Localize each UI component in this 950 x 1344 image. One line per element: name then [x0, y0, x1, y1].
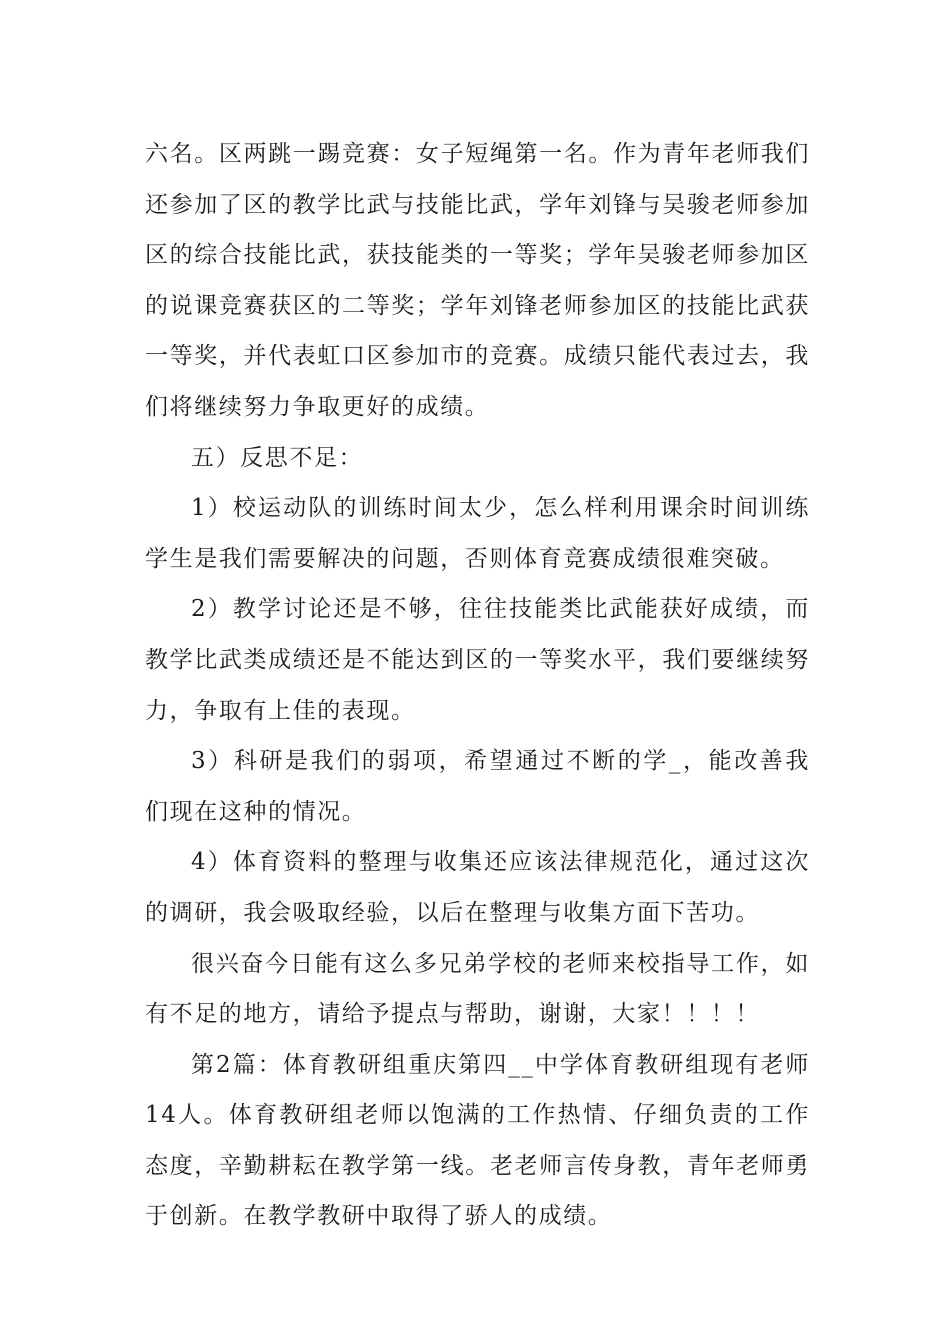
- paragraph-item-2: 2）教学讨论还是不够，往往技能类比武能获好成绩，而教学比武类成绩还是不能达到区的一等奖水平，我们要继续努力，争取有上佳的表现。: [145, 596, 810, 724]
- paragraph-item-3: 3）科研是我们的弱项，希望通过不断的学_，能改善我们现在这种的情况。: [145, 748, 810, 825]
- paragraph-closing: 很兴奋今日能有这么多兄弟学校的老师来校指导工作，如有不足的地方，请给予提点与帮助，谢谢，大家！！！！: [145, 950, 810, 1028]
- document-body: [145, 129, 810, 1242]
- paragraph-awards-continuation: 六名。区两跳一踢竞赛：女子短绳第一名。作为青年老师我们还参加了区的教学比武与技能比武，学年刘锋与吴骏老师参加区的综合技能比武，获技能类的一等奖；学年吴骏老师参加区的说课竞赛获区的二等奖；学年刘锋老师参加区的技能比武获一等奖，并代表虹口区参加市的竞赛。成绩只能代表过去，我们将继续努力争取更好的成绩。: [145, 141, 810, 420]
- paragraph-item-1: 1）校运动队的训练时间太少，怎么样利用课余时间训练学生是我们需要解决的问题，否则体育竞赛成绩很难突破。: [145, 495, 810, 572]
- section-heading-reflection: 五）反思不足：: [191, 444, 364, 471]
- paragraph-article-2: 第2篇：体育教研组重庆第四__中学体育教研组现有老师14人。体育教研组老师以饱满的工作热情、仔细负责的工作态度，辛勤耕耘在教学第一线。老老师言传身教，青年老师勇于创新。在教学教研中取得了骄人的成绩。: [145, 1051, 810, 1230]
- paragraph-item-4: 4）体育资料的整理与收集还应该法律规范化，通过这次的调研，我会吸取经验，以后在整理与收集方面下苦功。: [145, 849, 810, 926]
